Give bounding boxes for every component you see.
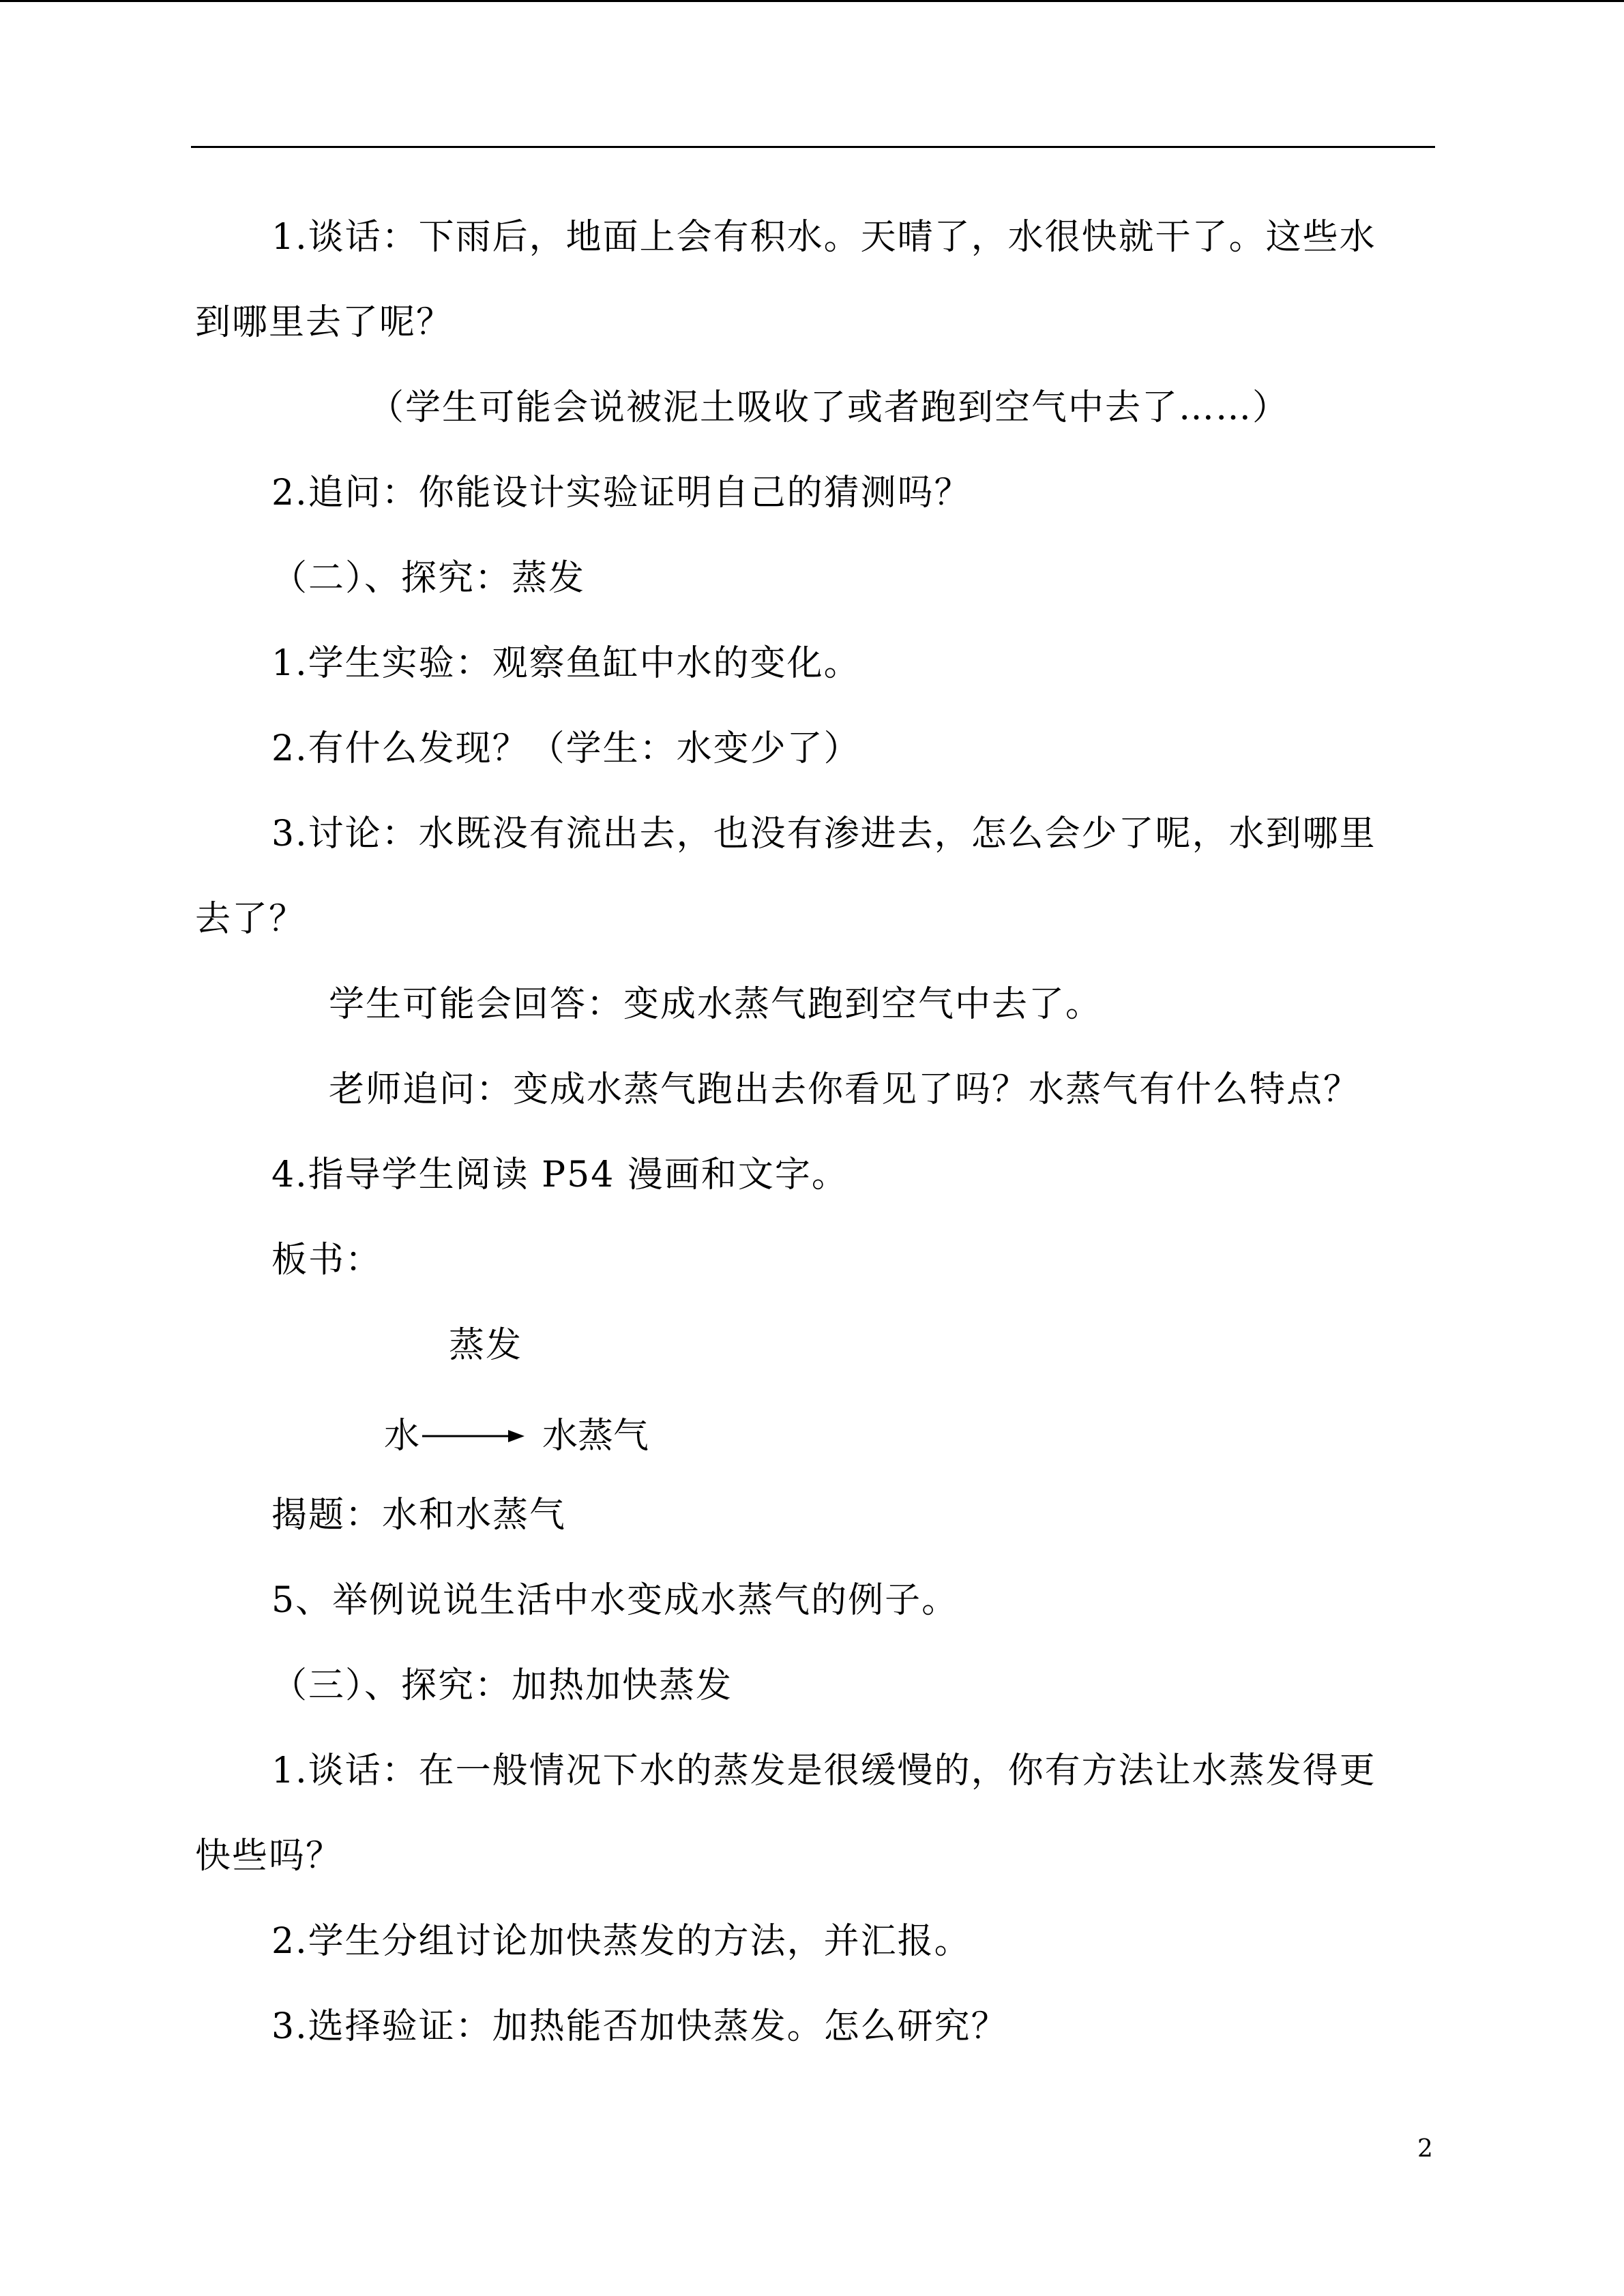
section-heading: （二）、探究：蒸发 <box>271 558 586 599</box>
paragraph-line: 老师追问：变成水蒸气跑出去你看见了吗？水蒸气有什么特点？ <box>329 1069 1361 1110</box>
paragraph-line: 4.指导学生阅读 P54 漫画和文字。 <box>271 1154 848 1195</box>
paragraph-line: 3.讨论：水既没有流出去，也没有渗进去，怎么会少了呢，水到哪里 <box>271 814 1376 854</box>
paragraph-line: 到哪里去了呢？ <box>195 302 454 343</box>
section-heading: （三）、探究：加热加快蒸发 <box>271 1665 733 1706</box>
paragraph-line: （学生可能会说被泥土吸收了或者跑到空气中去了……） <box>368 387 1290 428</box>
board-diagram <box>384 1416 649 1457</box>
paragraph-line: 2.追问：你能设计实验证明自己的猜测吗？ <box>271 473 971 513</box>
board-arrow-label: 蒸发 <box>449 1325 523 1366</box>
paragraph-line: 1.谈话：下雨后，地面上会有积水。天晴了，水很快就干了。这些水 <box>271 217 1376 258</box>
paragraph-line: 1.学生实验：观察鱼缸中水的变化。 <box>271 643 861 684</box>
paragraph-line: 去了？ <box>195 899 306 940</box>
paragraph-line: 5、举例说说生活中水变成水蒸气的例子。 <box>271 1580 959 1621</box>
page-number: 2 <box>1417 2135 1433 2163</box>
paragraph-line: 快些吗？ <box>195 1836 343 1877</box>
paragraph-line: 板书： <box>271 1240 383 1281</box>
paragraph-line: 揭题：水和水蒸气 <box>271 1495 567 1536</box>
paragraph-line: 学生可能会回答：变成水蒸气跑到空气中去了。 <box>329 984 1103 1025</box>
arrow-right-icon <box>422 1426 525 1446</box>
paragraph-line: 2.有什么发现？（学生：水变少了） <box>271 728 861 769</box>
paragraph-line: 2.学生分组讨论加快蒸发的方法，并汇报。 <box>271 1921 971 1962</box>
board-from: 水 <box>384 1416 420 1457</box>
header-rule <box>191 146 1435 148</box>
paragraph-line: 1.谈话：在一般情况下水的蒸发是很缓慢的，你有方法让水蒸发得更 <box>271 1750 1376 1791</box>
paragraph-line: 3.选择验证：加热能否加快蒸发。怎么研究？ <box>271 2006 1008 2047</box>
page-top-border <box>0 0 1624 2</box>
board-to: 水蒸气 <box>542 1416 649 1457</box>
